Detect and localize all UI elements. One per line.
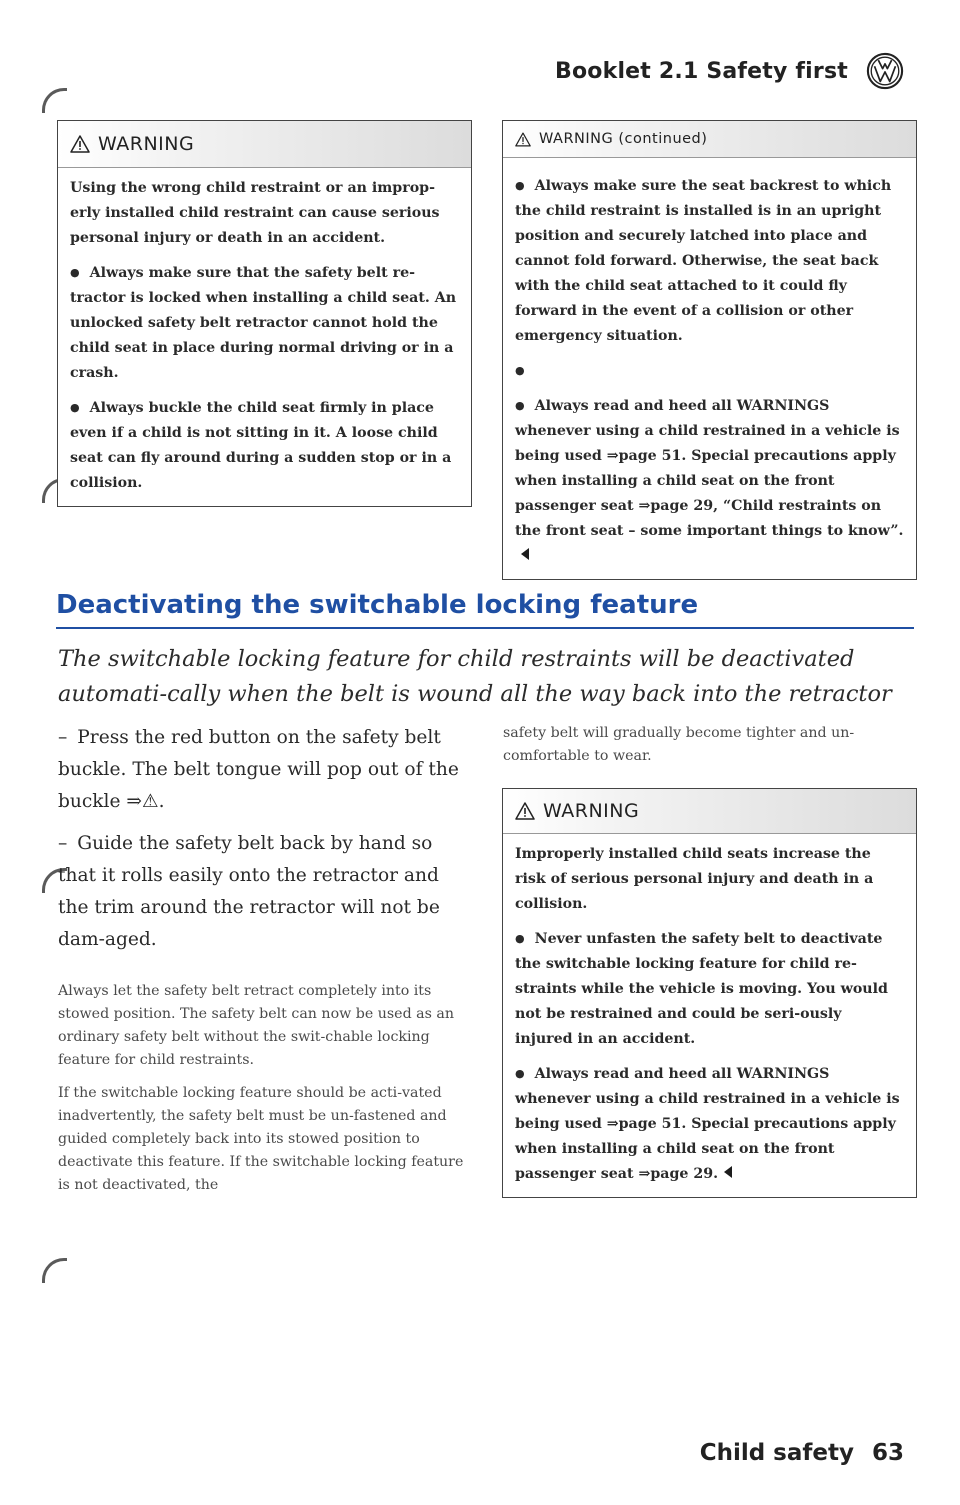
warning-triangle-icon	[515, 802, 535, 820]
warning-box-child-restraint	[57, 120, 472, 507]
page-header	[555, 52, 904, 90]
page-number: 63	[871, 1440, 904, 1466]
chapter-name: Child safety	[699, 1440, 854, 1466]
warning-label: WARNING	[543, 800, 640, 822]
warning-bullet-text: Always read and heed all WARNINGS whenever using a child restrained in a vehicle is being used ⇒page 51. Special precautions apply when installing a child seat on the front passenger seat ⇒page 29.	[515, 1066, 900, 1182]
warning-label: WARNING (continued)	[539, 131, 708, 147]
step-text: Press the red button on the safety belt buckle. The belt tongue will pop out of the buckle ⇒⚠.	[58, 727, 459, 812]
binder-hole-mark	[42, 1258, 67, 1283]
warning-bullet-empty	[515, 359, 904, 384]
step-text: Guide the safety belt back by hand so that it rolls easily onto the retractor and the trim around the retractor will not be dam-aged.	[58, 833, 440, 950]
section-intro: The switchable locking feature for child restraints will be deactivated automati-cally when the belt is wound all the way back into the retractor	[58, 646, 892, 707]
warning-bullet: ● Always make sure the seat backrest to which the child restraint is installed is in an upright position and securely latched into place and cannot fold forward. Otherwise, the seat back with the child seat attached to it could fly forward in the event of a collision or other emergency situation.	[515, 174, 904, 349]
warning-bullet: ● Always make sure that the safety belt re-tractor is locked when installing a child seat. An unlocked safety belt retractor cannot hold the child seat in place during normal driving or in a crash.	[70, 261, 459, 386]
end-of-section-icon	[521, 548, 529, 560]
vw-logo-icon	[866, 52, 904, 90]
section-title: Deactivating the switchable locking feature	[56, 590, 699, 620]
warning-header	[503, 121, 916, 158]
binder-hole-mark	[42, 88, 67, 113]
warning-bullet	[515, 394, 904, 569]
end-of-section-icon	[724, 1166, 732, 1178]
body-paragraph-continued: safety belt will gradually become tighter and un-comfortable to wear.	[503, 725, 855, 764]
step-dash: –	[58, 727, 68, 748]
warning-body	[58, 168, 471, 506]
page-footer	[700, 1440, 904, 1466]
left-column	[58, 722, 470, 1207]
warning-bullet: ● Always buckle the child seat firmly in place even if a child is not sitting in it. A loose child seat can fly around during a sudden stop or in a collision.	[70, 396, 459, 496]
warning-bullet: ● Never unfasten the safety belt to deactivate the switchable locking feature for child re-straints while the vehicle is moving. You would not be restrained and could be seri-ously injured in an accident.	[515, 927, 904, 1052]
warning-box-continued	[502, 120, 917, 580]
warning-body	[503, 834, 916, 1197]
warning-body	[503, 158, 916, 579]
warning-label: WARNING	[98, 133, 195, 155]
warning-bullet	[515, 1062, 904, 1187]
warning-box-improper-installation	[502, 788, 917, 1198]
warning-paragraph: Using the wrong child restraint or an improp-erly installed child restraint can cause serious personal injury or death in an accident.	[70, 180, 440, 246]
warning-bullet-text: Always read and heed all WARNINGS whenever using a child restrained in a vehicle is being used ⇒page 51. Special precautions apply when installing a child seat on the front passenger seat ⇒page 29, “Child restraints on the front seat – some important things to know”.	[515, 398, 904, 539]
instruction-step	[58, 828, 470, 956]
section-divider	[56, 627, 914, 629]
warning-triangle-icon	[70, 135, 90, 153]
warning-header	[58, 121, 471, 168]
booklet-title: Booklet 2.1 Safety first	[555, 58, 848, 84]
step-dash: –	[58, 833, 68, 854]
warning-triangle-icon	[515, 132, 531, 147]
warning-header	[503, 789, 916, 834]
body-paragraph: Always let the safety belt retract completely into its stowed position. The safety belt can now be used as an ordinary safety belt without the swit-chable locking feature for child restraints.	[58, 983, 455, 1068]
warning-paragraph: Improperly installed child seats increase the risk of serious personal injury and death in a collision.	[515, 846, 874, 912]
body-paragraph: If the switchable locking feature should be acti-vated inadvertently, the safety belt must be un-fastened and guided completely back into its stowed position to deactivate this feature. If the switchable locking feature is not deactivated, the	[58, 1085, 464, 1193]
instruction-step	[58, 722, 470, 818]
